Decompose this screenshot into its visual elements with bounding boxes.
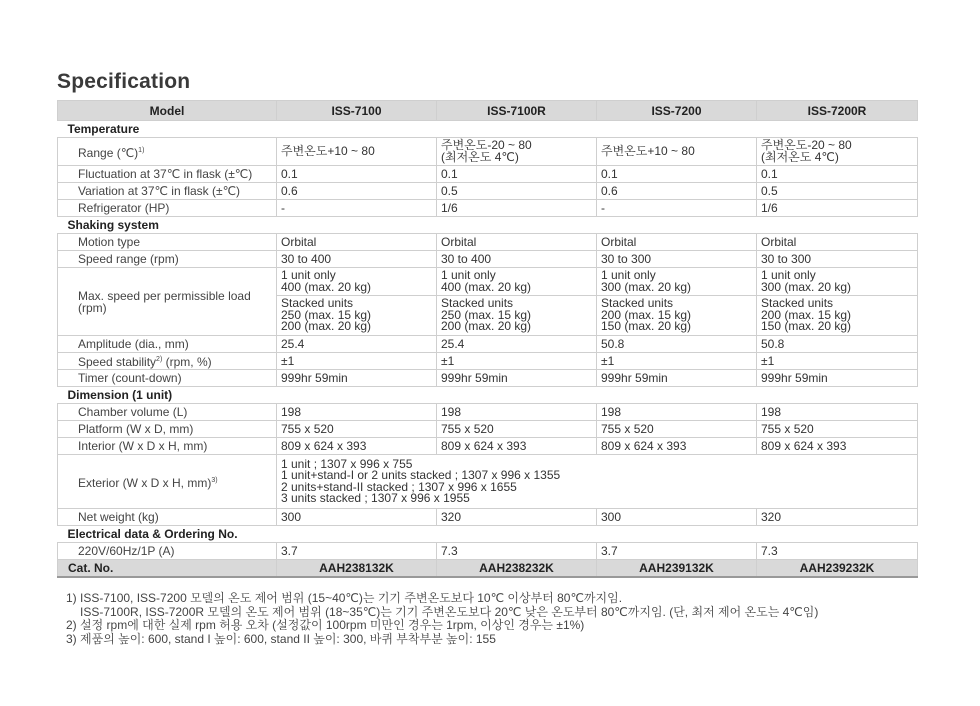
footnote-ref: 2)	[156, 356, 163, 363]
row-label: Amplitude (dia., mm)	[58, 336, 277, 353]
table-cell	[437, 268, 597, 296]
cell-line: 200 (max. 15 kg)	[601, 307, 692, 322]
cell-line: 3 units stacked ; 1307 x 996 x 1955	[281, 491, 470, 505]
table-cell: 809 x 624 x 393	[597, 438, 757, 455]
table-cell: 0.5	[437, 183, 597, 200]
table-cell: 25.4	[277, 336, 437, 353]
row-label: Refrigerator (HP)	[58, 200, 277, 217]
cell-line: 1 unit only	[281, 268, 336, 282]
catalog-number: AAH238232K	[437, 560, 597, 578]
table-row	[58, 138, 918, 166]
table-cell: 7.3	[757, 543, 918, 560]
row-label: Platform (W x D, mm)	[58, 421, 277, 438]
row-label	[58, 138, 277, 166]
table-cell: 198	[277, 404, 437, 421]
table-cell: 198	[597, 404, 757, 421]
table-cell	[437, 296, 597, 336]
table-cell: 1/6	[437, 200, 597, 217]
table-row	[58, 183, 918, 200]
table-cell: ±1	[757, 353, 918, 370]
table-cell: 320	[757, 509, 918, 526]
table-cell: Orbital	[277, 234, 437, 251]
table-cell: 755 x 520	[277, 421, 437, 438]
row-label: Cat. No.	[58, 560, 277, 578]
range-label: Range (℃)	[78, 145, 139, 160]
cell-line: 주변온도-20 ~ 80	[441, 138, 532, 152]
table-cell	[597, 296, 757, 336]
cell-line: Stacked units	[761, 296, 834, 311]
cell-line: 300 (max. 20 kg)	[761, 279, 852, 294]
row-label: Fluctuation at 37℃ in flask (±℃)	[58, 166, 277, 183]
table-row	[58, 421, 918, 438]
section-dimension: Dimension (1 unit)	[58, 387, 918, 404]
cell-line: 150 (max. 20 kg)	[601, 319, 692, 334]
section-shaking: Shaking system	[58, 217, 918, 234]
exterior-label: Exterior (W x D x H, mm)	[78, 475, 212, 490]
cell-line: 200 (max. 20 kg)	[281, 319, 372, 334]
table-cell: 0.6	[277, 183, 437, 200]
section-row	[58, 387, 918, 404]
table-cell: Orbital	[437, 234, 597, 251]
table-cell: 809 x 624 x 393	[437, 438, 597, 455]
table-row	[58, 336, 918, 353]
cell-line: 400 (max. 20 kg)	[281, 279, 372, 294]
row-label: Interior (W x D x H, mm)	[58, 438, 277, 455]
table-cell: 300	[597, 509, 757, 526]
table-row	[58, 234, 918, 251]
table-cell: 755 x 520	[757, 421, 918, 438]
table-cell	[757, 296, 918, 336]
cell-line: 1 unit ; 1307 x 996 x 755	[281, 456, 413, 471]
table-cell: 1/6	[757, 200, 918, 217]
row-label: Net weight (kg)	[58, 509, 277, 526]
table-row	[58, 455, 918, 509]
header-cell: ISS-7200	[597, 101, 757, 121]
stability-label: Speed stability	[78, 355, 157, 369]
table-row	[58, 200, 918, 217]
table-cell: 3.7	[277, 543, 437, 560]
table-cell: 320	[437, 509, 597, 526]
catalog-row	[58, 560, 918, 578]
page-title: Specification	[57, 70, 191, 93]
section-electrical: Electrical data & Ordering No.	[58, 526, 918, 543]
footnote: 2) 설정 rpm에 대한 실제 rpm 허용 오차 (설정값이 100rpm 미만인 경우는 1rpm, 이상인 경우는 ±1%)	[66, 618, 585, 632]
footnote-ref: 1)	[138, 146, 145, 154]
table-cell: 999hr 59min	[757, 370, 918, 387]
table-row	[58, 404, 918, 421]
cell-line: 200 (max. 15 kg)	[761, 307, 852, 322]
table-cell: 198	[437, 404, 597, 421]
table-cell: 809 x 624 x 393	[757, 438, 918, 455]
cell-line: 주변온도-20 ~ 80	[761, 138, 852, 152]
cell-line: 200 (max. 20 kg)	[441, 319, 532, 334]
table-cell: 0.1	[437, 166, 597, 183]
header-cell: ISS-7200R	[757, 101, 918, 121]
cell-line: Stacked units	[281, 296, 354, 311]
table-row	[58, 251, 918, 268]
catalog-number: AAH238132K	[277, 560, 437, 578]
table-cell: 30 to 300	[757, 251, 918, 268]
spec-table	[57, 100, 918, 578]
section-temperature: Temperature	[58, 121, 918, 138]
table-cell: ±1	[437, 353, 597, 370]
table-row	[58, 353, 918, 370]
section-row	[58, 217, 918, 234]
header-cell: ISS-7100R	[437, 101, 597, 121]
cell-line: 주변온도+10 ~ 80	[281, 143, 375, 158]
table-row	[58, 543, 918, 560]
row-label: Motion type	[58, 234, 277, 251]
table-row	[58, 268, 918, 296]
table-cell	[757, 138, 918, 166]
row-label: Variation at 37℃ in flask (±℃)	[58, 183, 277, 200]
table-cell: 50.8	[597, 336, 757, 353]
cell-line: (최저온도 4℃)	[761, 149, 839, 164]
table-cell	[277, 268, 437, 296]
row-label: Timer (count-down)	[58, 370, 277, 387]
row-label: Speed range (rpm)	[58, 251, 277, 268]
table-cell: -	[277, 200, 437, 217]
header-cell: ISS-7100	[277, 101, 437, 121]
table-cell: 0.1	[597, 166, 757, 183]
cell-line: 1 unit only	[761, 268, 816, 282]
table-cell: 7.3	[437, 543, 597, 560]
table-cell	[277, 296, 437, 336]
section-row	[58, 526, 918, 543]
catalog-number: AAH239232K	[757, 560, 918, 578]
cell-line: 250 (max. 15 kg)	[281, 307, 372, 322]
table-cell: ±1	[277, 353, 437, 370]
footnote-ref: 3)	[211, 476, 218, 484]
cell-line: 1 unit only	[601, 268, 656, 282]
row-label	[58, 455, 277, 509]
cell-line: 150 (max. 20 kg)	[761, 319, 852, 334]
table-cell: ±1	[597, 353, 757, 370]
row-label: 220V/60Hz/1P (A)	[58, 543, 277, 560]
table-header-row	[58, 101, 918, 121]
cell-line: (최저온도 4℃)	[441, 149, 519, 164]
table-cell: 0.5	[757, 183, 918, 200]
table-cell: 300	[277, 509, 437, 526]
cell-line: 250 (max. 15 kg)	[441, 307, 532, 322]
table-cell: 30 to 400	[277, 251, 437, 268]
table-cell: Orbital	[597, 234, 757, 251]
cell-line: 1 unit only	[441, 268, 496, 282]
table-cell: 999hr 59min	[597, 370, 757, 387]
table-cell: 3.7	[597, 543, 757, 560]
row-label: Chamber volume (L)	[58, 404, 277, 421]
table-cell: 30 to 400	[437, 251, 597, 268]
footnote: ISS-7100R, ISS-7200R 모델의 온도 제어 범위 (18~35℃)는 기기 주변온도보다 20℃ 낮은 온도부터 80℃까지임. (단, 최저 제어 온도는 4℃임)	[80, 604, 819, 619]
table-row	[58, 370, 918, 387]
footnotes	[66, 592, 818, 646]
table-cell: 809 x 624 x 393	[277, 438, 437, 455]
table-cell: 50.8	[757, 336, 918, 353]
cell-line: 1 unit+stand-I or 2 units stacked ; 1307 x 996 x 1355	[281, 468, 561, 482]
table-cell: 999hr 59min	[277, 370, 437, 387]
table-cell	[597, 268, 757, 296]
header-cell: Model	[58, 101, 277, 121]
table-cell: 0.6	[597, 183, 757, 200]
stability-unit: (rpm, %)	[162, 355, 212, 369]
table-cell: Orbital	[757, 234, 918, 251]
table-cell: 0.1	[277, 166, 437, 183]
footnote: 1) ISS-7100, ISS-7200 모델의 온도 제어 범위 (15~40℃)는 기기 주변온도보다 10℃ 이상부터 80℃까지임.	[66, 591, 623, 605]
table-cell: 25.4	[437, 336, 597, 353]
table-cell: -	[597, 200, 757, 217]
cell-line: 주변온도+10 ~ 80	[601, 143, 695, 158]
table-row	[58, 509, 918, 526]
catalog-number: AAH239132K	[597, 560, 757, 578]
section-row	[58, 121, 918, 138]
table-row	[58, 166, 918, 183]
table-cell	[437, 138, 597, 166]
table-cell: 755 x 520	[437, 421, 597, 438]
table-cell: 198	[757, 404, 918, 421]
table-cell: 755 x 520	[597, 421, 757, 438]
footnote: 3) 제품의 높이: 600, stand I 높이: 600, stand II 높이: 300, 바퀴 부착부분 높이: 155	[66, 631, 496, 646]
cell-line: Stacked units	[441, 296, 514, 311]
cell-line: 2 units+stand-II stacked ; 1307 x 996 x 1655	[281, 479, 517, 494]
cell-line: 400 (max. 20 kg)	[441, 279, 532, 294]
table-cell	[277, 455, 918, 509]
table-cell: 999hr 59min	[437, 370, 597, 387]
cell-line: 300 (max. 20 kg)	[601, 279, 692, 294]
table-row	[58, 438, 918, 455]
table-cell	[757, 268, 918, 296]
cell-line: Stacked units	[601, 296, 674, 311]
row-label	[58, 353, 277, 370]
table-cell: 0.1	[757, 166, 918, 183]
row-label: Max. speed per permissible load (rpm)	[58, 268, 277, 336]
table-cell	[597, 138, 757, 166]
table-cell: 30 to 300	[597, 251, 757, 268]
table-cell	[277, 138, 437, 166]
